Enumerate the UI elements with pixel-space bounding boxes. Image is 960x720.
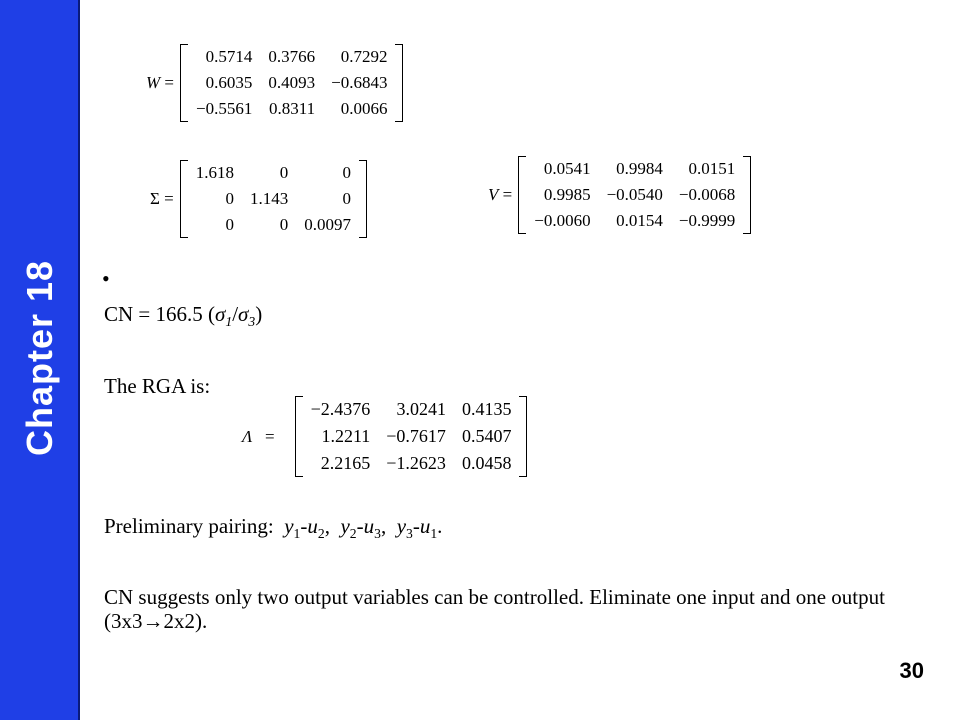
- matrix-cell: 0.7292: [340, 47, 388, 66]
- pairing-intro: Preliminary pairing:: [104, 514, 274, 538]
- sigma-symbol: σ: [238, 302, 249, 326]
- subscript: 2: [349, 526, 357, 542]
- matrix-cell: 0.0154: [616, 211, 663, 230]
- v-matrix-table: [526, 156, 743, 234]
- matrix-cell: 0: [342, 163, 351, 182]
- pairing-var: u: [363, 514, 375, 538]
- right-bracket: [395, 44, 403, 122]
- left-bracket: [180, 44, 188, 122]
- subscript: 3: [406, 526, 413, 542]
- sigma-matrix-table: [188, 160, 359, 238]
- matrix-cell: 0.0541: [543, 159, 591, 178]
- subscript: 3: [248, 314, 256, 330]
- v-matrix-label: V =: [488, 185, 513, 204]
- right-bracket: [519, 396, 527, 477]
- matrix-cell: 1.2211: [321, 426, 371, 446]
- matrix-cell: 1.143: [250, 189, 289, 208]
- w-matrix: [146, 44, 403, 122]
- matrix-cell: 0.5714: [205, 47, 253, 66]
- matrix-cell: 0: [279, 163, 289, 182]
- pairing-var: u: [307, 514, 318, 538]
- matrix-cell: 3.0241: [396, 399, 446, 419]
- dash: -: [300, 514, 308, 538]
- rga-matrix-label: Λ =: [242, 426, 275, 446]
- matrix-cell: −1.2623: [386, 453, 446, 473]
- separator: .: [437, 514, 443, 538]
- matrix-cell: −0.7617: [386, 426, 446, 446]
- matrix-cell: 0.8311: [268, 99, 316, 118]
- matrix-cell: −0.0060: [534, 211, 591, 230]
- sigma-matrix-label: Σ =: [150, 189, 174, 208]
- matrix-cell: 1.618: [195, 163, 234, 182]
- matrix-cell: 0.0151: [688, 159, 736, 178]
- matrix-cell: 0: [279, 215, 289, 234]
- suggestion-text: CN suggests only two output variables can be controlled. Eliminate one input and one output (3x3→2x2).: [104, 585, 885, 633]
- rga-matrix: [242, 396, 527, 477]
- matrix-cell: 0.4135: [461, 399, 512, 419]
- matrix-cell: −0.0068: [678, 185, 736, 204]
- right-bracket: [359, 160, 367, 238]
- matrix-cell: −0.9999: [678, 211, 736, 230]
- right-bracket: [743, 156, 751, 234]
- matrix-cell: 0.3766: [268, 47, 316, 66]
- subscript: 2: [317, 526, 325, 542]
- left-bracket: [518, 156, 526, 234]
- rga-matrix-table: [303, 396, 520, 477]
- pairing-text: [104, 514, 442, 542]
- matrix-cell: 0.0097: [304, 215, 351, 234]
- dash: -: [356, 514, 364, 538]
- matrix-cell: 0: [225, 189, 234, 208]
- subscript: 3: [374, 526, 381, 542]
- matrix-cell: 0.9984: [616, 159, 663, 178]
- matrix-cell: 0: [342, 189, 351, 208]
- subscript: 1: [225, 314, 233, 330]
- matrix-cell: 0.9985: [543, 185, 591, 204]
- chapter-sidebar: [0, 0, 80, 720]
- matrix-cell: 0.5407: [461, 426, 512, 446]
- page-number: 30: [899, 658, 924, 683]
- subscript: 1: [430, 526, 438, 542]
- chapter-label: Chapter 18: [19, 259, 60, 457]
- w-matrix-table: [188, 44, 395, 122]
- sigma-symbol: σ: [215, 302, 226, 326]
- left-bracket: [295, 396, 303, 477]
- pairing-var: y: [284, 514, 294, 538]
- separator: ,: [380, 514, 387, 538]
- matrix-cell: −0.0540: [606, 185, 663, 204]
- slash: /: [232, 302, 239, 326]
- matrix-cell: 0.0066: [340, 99, 388, 118]
- matrix-cell: 0.0458: [461, 453, 512, 473]
- matrix-cell: −0.6843: [331, 73, 388, 92]
- matrix-cell: 0: [225, 215, 234, 234]
- matrix-cell: 0.6035: [205, 73, 253, 92]
- pairing-var: y: [396, 514, 407, 538]
- pairing-var: u: [419, 514, 431, 538]
- dash: -: [412, 514, 420, 538]
- matrix-cell: −2.4376: [310, 399, 371, 419]
- left-bracket: [180, 160, 188, 238]
- matrix-cell: 2.2165: [320, 453, 371, 473]
- cn-value: CN = 166.5 (: [104, 302, 216, 326]
- paren: ): [255, 302, 263, 326]
- matrix-cell: −0.5561: [196, 99, 253, 118]
- rga-intro-text: The RGA is:: [104, 374, 211, 398]
- v-matrix: [488, 156, 751, 234]
- matrix-cell: 0.4093: [268, 73, 316, 92]
- subscript: 1: [293, 526, 301, 542]
- sigma-matrix: [150, 160, 367, 238]
- bullet-point: •: [102, 266, 110, 291]
- w-matrix-label: W =: [146, 73, 175, 92]
- pairing-var: y: [340, 514, 350, 538]
- separator: ,: [324, 514, 330, 538]
- condition-number-text: [104, 302, 262, 330]
